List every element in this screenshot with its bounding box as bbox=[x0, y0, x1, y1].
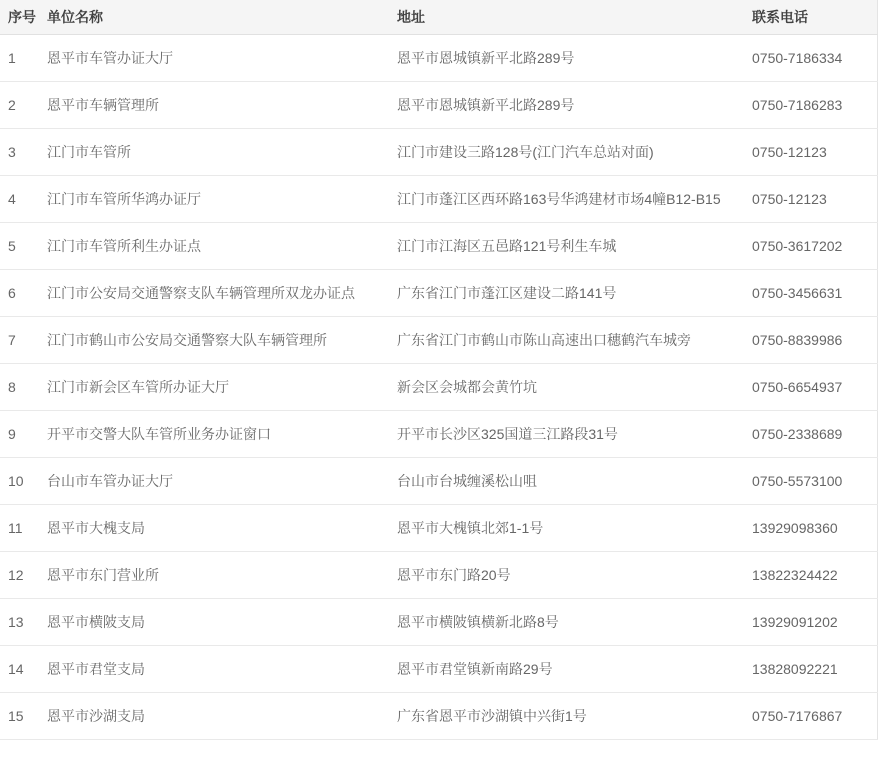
cell-address: 恩平市恩城镇新平北路289号 bbox=[397, 34, 752, 81]
cell-index: 9 bbox=[0, 410, 47, 457]
cell-index: 1 bbox=[0, 34, 47, 81]
cell-unit-name: 开平市交警大队车管所业务办证窗口 bbox=[47, 410, 397, 457]
cell-phone: 0750-2338689 bbox=[752, 410, 877, 457]
cell-address: 恩平市恩城镇新平北路289号 bbox=[397, 81, 752, 128]
cell-unit-name: 恩平市君堂支局 bbox=[47, 645, 397, 692]
cell-unit-name: 恩平市大槐支局 bbox=[47, 504, 397, 551]
table-row bbox=[0, 316, 877, 363]
cell-unit-name: 恩平市东门营业所 bbox=[47, 551, 397, 598]
table-row bbox=[0, 363, 877, 410]
cell-unit-name: 台山市车管办证大厅 bbox=[47, 457, 397, 504]
table-row bbox=[0, 551, 877, 598]
cell-index: 14 bbox=[0, 645, 47, 692]
cell-address: 新会区会城都会黄竹坑 bbox=[397, 363, 752, 410]
cell-unit-name: 恩平市沙湖支局 bbox=[47, 692, 397, 739]
table-row bbox=[0, 34, 877, 81]
table-row bbox=[0, 269, 877, 316]
table-row bbox=[0, 410, 877, 457]
cell-address: 开平市长沙区325国道三江路段31号 bbox=[397, 410, 752, 457]
cell-index: 13 bbox=[0, 598, 47, 645]
cell-phone: 0750-8839986 bbox=[752, 316, 877, 363]
cell-address: 恩平市大槐镇北郊1-1号 bbox=[397, 504, 752, 551]
cell-address: 广东省江门市蓬江区建设二路141号 bbox=[397, 269, 752, 316]
cell-phone: 13929098360 bbox=[752, 504, 877, 551]
cell-phone: 13822324422 bbox=[752, 551, 877, 598]
cell-phone: 0750-6654937 bbox=[752, 363, 877, 410]
cell-index: 8 bbox=[0, 363, 47, 410]
cell-index: 6 bbox=[0, 269, 47, 316]
cell-index: 11 bbox=[0, 504, 47, 551]
cell-address: 江门市建设三路128号(江门汽车总站对面) bbox=[397, 128, 752, 175]
cell-index: 2 bbox=[0, 81, 47, 128]
cell-phone: 0750-12123 bbox=[752, 175, 877, 222]
table-row bbox=[0, 457, 877, 504]
column-header-unit-name: 单位名称 bbox=[47, 0, 397, 34]
table-row bbox=[0, 645, 877, 692]
table-row bbox=[0, 598, 877, 645]
cell-index: 4 bbox=[0, 175, 47, 222]
cell-address: 广东省江门市鹤山市陈山高速出口穗鹤汽车城旁 bbox=[397, 316, 752, 363]
table-row bbox=[0, 222, 877, 269]
cell-address: 广东省恩平市沙湖镇中兴街1号 bbox=[397, 692, 752, 739]
cell-unit-name: 江门市车管所利生办证点 bbox=[47, 222, 397, 269]
cell-phone: 13828092221 bbox=[752, 645, 877, 692]
table-row bbox=[0, 504, 877, 551]
cell-unit-name: 恩平市车辆管理所 bbox=[47, 81, 397, 128]
cell-index: 7 bbox=[0, 316, 47, 363]
table-header-row bbox=[0, 0, 877, 34]
table-row bbox=[0, 128, 877, 175]
cell-index: 3 bbox=[0, 128, 47, 175]
cell-address: 江门市江海区五邑路121号利生车城 bbox=[397, 222, 752, 269]
cell-phone: 0750-7176867 bbox=[752, 692, 877, 739]
cell-unit-name: 江门市车管所华鸿办证厅 bbox=[47, 175, 397, 222]
cell-unit-name: 江门市车管所 bbox=[47, 128, 397, 175]
column-header-phone: 联系电话 bbox=[752, 0, 877, 34]
table-row bbox=[0, 692, 877, 739]
cell-address: 江门市蓬江区西环路163号华鸿建材市场4幢B12-B15 bbox=[397, 175, 752, 222]
cell-phone: 0750-7186283 bbox=[752, 81, 877, 128]
cell-phone: 0750-3617202 bbox=[752, 222, 877, 269]
cell-unit-name: 恩平市横陂支局 bbox=[47, 598, 397, 645]
cell-index: 15 bbox=[0, 692, 47, 739]
table-row bbox=[0, 175, 877, 222]
cell-unit-name: 江门市新会区车管所办证大厅 bbox=[47, 363, 397, 410]
cell-address: 恩平市君堂镇新南路29号 bbox=[397, 645, 752, 692]
cell-index: 5 bbox=[0, 222, 47, 269]
cell-phone: 0750-7186334 bbox=[752, 34, 877, 81]
cell-address: 恩平市横陂镇横新北路8号 bbox=[397, 598, 752, 645]
cell-index: 12 bbox=[0, 551, 47, 598]
cell-unit-name: 江门市公安局交通警察支队车辆管理所双龙办证点 bbox=[47, 269, 397, 316]
cell-phone: 0750-3456631 bbox=[752, 269, 877, 316]
column-header-index: 序号 bbox=[0, 0, 47, 34]
cell-unit-name: 江门市鹤山市公安局交通警察大队车辆管理所 bbox=[47, 316, 397, 363]
cell-phone: 13929091202 bbox=[752, 598, 877, 645]
table-row bbox=[0, 81, 877, 128]
cell-address: 台山市台城缠溪松山咀 bbox=[397, 457, 752, 504]
column-header-address: 地址 bbox=[397, 0, 752, 34]
cell-phone: 0750-5573100 bbox=[752, 457, 877, 504]
cell-unit-name: 恩平市车管办证大厅 bbox=[47, 34, 397, 81]
cell-phone: 0750-12123 bbox=[752, 128, 877, 175]
cell-address: 恩平市东门路20号 bbox=[397, 551, 752, 598]
cell-index: 10 bbox=[0, 457, 47, 504]
